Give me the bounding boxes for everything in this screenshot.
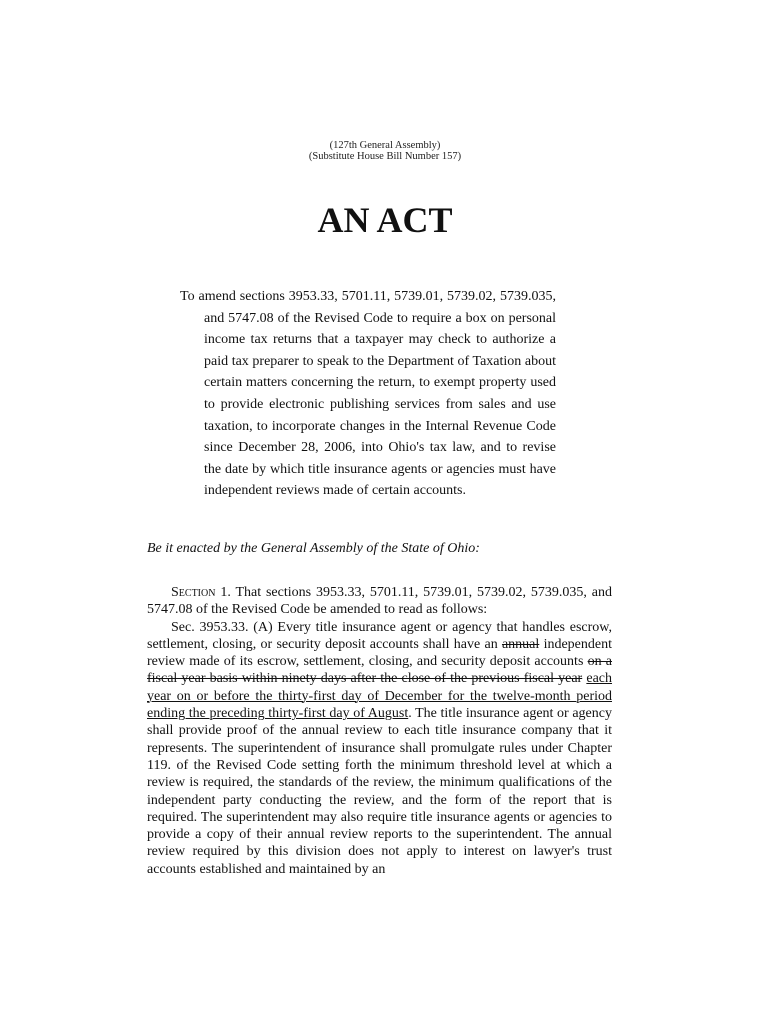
sec-3953-text-a: Sec. 3953.33. (A) Every title insurance agent or agency that handles escrow, settlement, closing, or security deposit accounts shall have an [147,619,612,652]
section-label: Section [171,585,216,600]
section-1-text: 1. That sections 3953.33, 5701.11, 5739.01, 5739.02, 5739.035, and 5747.08 of the Revised Code be amended to read as follows: [147,585,612,618]
sec-3953-text-d: . The title insurance agent or agency shall provide proof of the annual review to each title insurance company that it represents. The superintendent of insurance shall promulgate rules under Chapter 119. of the Revised Code setting forth the minimum threshold level at which a review is required, the standards of the review, the minimum qualifications of the independent party conducting the review, and the form of the report that is required. The superintendent may also require title insurance agents or agencies to provide a copy of their annual review reports to the superintendent. The annual review required by this division does not apply to interest on lawyer's trust accounts established and maintained by an [147,706,612,877]
general-assembly-line: (127th General Assembly) [329,140,441,151]
sec-3953-33-paragraph [147,619,612,878]
section-1-paragraph [147,584,612,619]
sec-3953-text-b: independent review made of its escrow, settlement, closing, and security deposit accounts [147,636,612,670]
bill-number-line: (Substitute House Bill Number 157) [308,151,462,162]
struck-text-fiscal-year: on a fiscal year basis within ninety days after the close of the previous fiscal year [147,654,613,687]
struck-text-annual: annual [501,636,540,652]
enacting-clause: Be it enacted by the General Assembly of the State of Ohio: [147,541,480,556]
long-title-block [180,286,556,502]
inserted-text-deadline: each year on or before the thirty-first day of December for the twelve-month period ending the preceding thirty-first day of August [147,671,613,722]
act-title: AN ACT [317,200,453,240]
long-title-text: To amend sections 3953.33, 5701.11, 5739.01, 5739.02, 5739.035, and 5747.08 of the Revised Code to require a box on personal income tax returns that a taxpayer may check to authorize a paid tax preparer to speak to the Department of Taxation about certain matters concerning the return, to exempt property used to provide electronic publishing services from sales and use taxation, to incorporate changes in the Internal Revenue Code since December 28, 2006, into Ohio's tax law, and to revise the date by which title insurance agents or agencies must have independent reviews made of certain accounts. [180,289,556,499]
act-body [147,584,612,878]
